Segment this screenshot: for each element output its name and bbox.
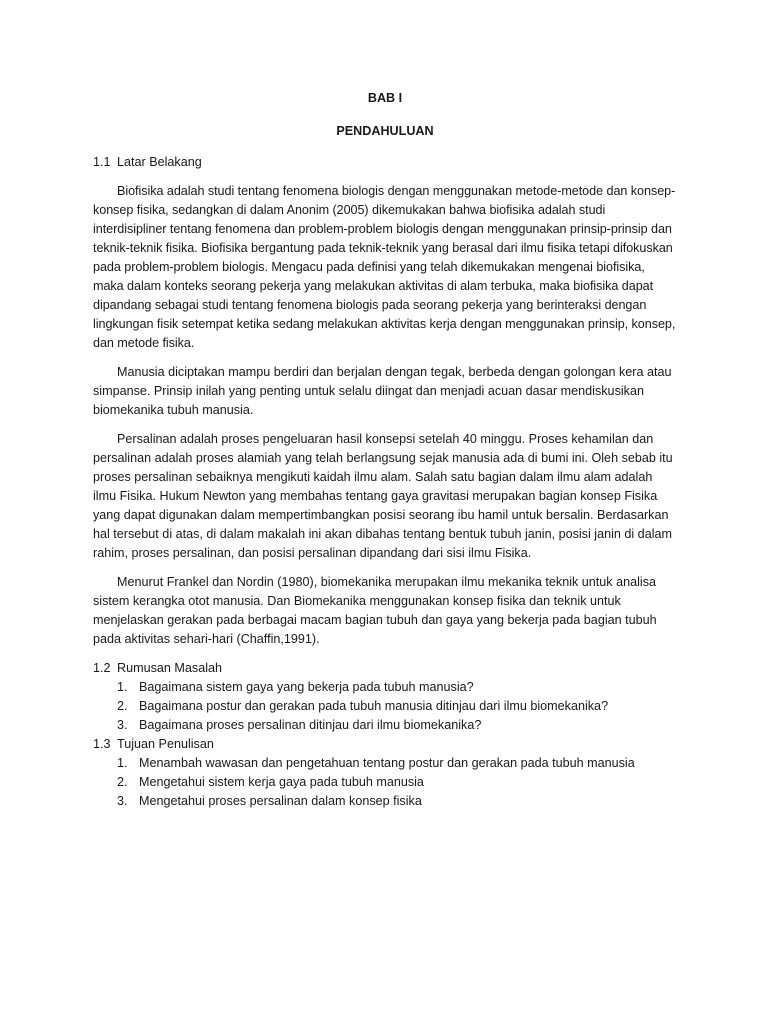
list-number: 1. [117,680,128,694]
list-number: 3. [117,718,128,732]
list-number: 3. [117,794,128,808]
section-title: Rumusan Masalah [117,661,222,675]
chapter-label: BAB I [367,91,403,105]
list-item-text: Menambah wawasan dan pengetahuan tentang postur dan gerakan pada tubuh manusia [139,756,635,770]
section-title: Latar Belakang [117,155,202,169]
list-item [93,792,677,811]
list-item [93,773,677,792]
section-heading-latar-belakang [93,153,677,172]
objective-list [93,754,677,811]
list-item [93,697,677,716]
document-body [93,89,677,811]
section-title: Tujuan Penulisan [117,737,214,751]
section-number: 1.3 [93,737,111,751]
list-item [93,678,677,697]
list-item-text: Mengetahui proses persalinan dalam konsep fisika [139,794,422,808]
list-item-text: Bagaimana postur dan gerakan pada tubuh manusia ditinjau dari ilmu biomekanika? [139,699,609,713]
section-number: 1.1 [93,155,111,169]
section-number: 1.2 [93,661,111,675]
list-item [93,716,677,735]
section-heading-rumusan-masalah [93,659,677,678]
chapter-title: PENDAHULUAN [336,124,434,138]
paragraph: Manusia diciptakan mampu berdiri dan berjalan dengan tegak, berbeda dengan golongan kera atau simpanse. Prinsip inilah yang penting untuk selalu diingat dan menjadi acuan dasar mendiskusikan biomekanika tubuh manusia. [93,365,672,417]
problem-list [93,678,677,735]
paragraph: Menurut Frankel dan Nordin (1980), biomekanika merupakan ilmu mekanika teknik untuk analisa sistem kerangka otot manusia. Dan Biomekanika menggunakan konsep fisika dan teknik untuk menjelaskan gerakan pada berbagai macam bagian tubuh dan gaya yang bekerja pada bagian tubuh pada aktivitas sehari-hari (Chaffin,1991). [93,575,657,646]
list-item-text: Mengetahui sistem kerja gaya pada tubuh manusia [139,775,424,789]
list-number: 2. [117,699,128,713]
list-item-text: Bagaimana sistem gaya yang bekerja pada tubuh manusia? [139,680,474,694]
list-number: 2. [117,775,128,789]
section-heading-tujuan-penulisan [93,735,677,754]
list-item-text: Bagaimana proses persalinan ditinjau dari ilmu biomekanika? [139,718,482,732]
list-number: 1. [117,756,128,770]
paragraph: Biofisika adalah studi tentang fenomena biologis dengan menggunakan metode-metode dan konsep-konsep fisika, sedangkan di dalam Anonim (2005) dikemukakan bahwa biofisika adalah studi interdisipliner tentang fenomena dan problem-problem biologis dengan menggunakan prinsip-prinsip dan teknik-teknik fisika. Biofisika bergantung pada teknik-teknik yang berasal dari ilmu fisika tetapi difokuskan pada problem-problem biologis. Mengacu pada definisi yang telah dikemukakan mengenai biofisika, maka dalam konteks seorang pekerja yang melakukan aktivitas di alam terbuka, maka biofisika dapat dipandang sebagai studi tentang fenomena biologis pada seorang pekerja yang berinteraksi dengan lingkungan fisik setempat ketika sedang melakukan aktivitas kerja dengan menggunakan prinsip, konsep, dan metode fisika. [93,184,676,350]
paragraph: Persalinan adalah proses pengeluaran hasil konsepsi setelah 40 minggu. Proses kehamilan dan persalinan adalah proses alamiah yang telah berlangsung sejak manusia ada di bumi ini. Oleh sebab itu proses persalinan sebaiknya mengikuti kaidah ilmu alam. Salah satu bagian dalam ilmu alam adalah ilmu Fisika. Hukum Newton yang membahas tentang gaya gravitasi merupakan bagian konsep Fisika yang dapat digunakan dalam mempertimbangkan posisi seorang ibu hamil untuk bersalin. Berdasarkan hal tersebut di atas, di dalam makalah ini akan dibahas tentang bentuk tubuh janin, posisi janin di dalam rahim, proses persalinan, dan posisi persalinan dipandang dari sisi ilmu Fisika. [93,432,673,560]
list-item [93,754,677,773]
